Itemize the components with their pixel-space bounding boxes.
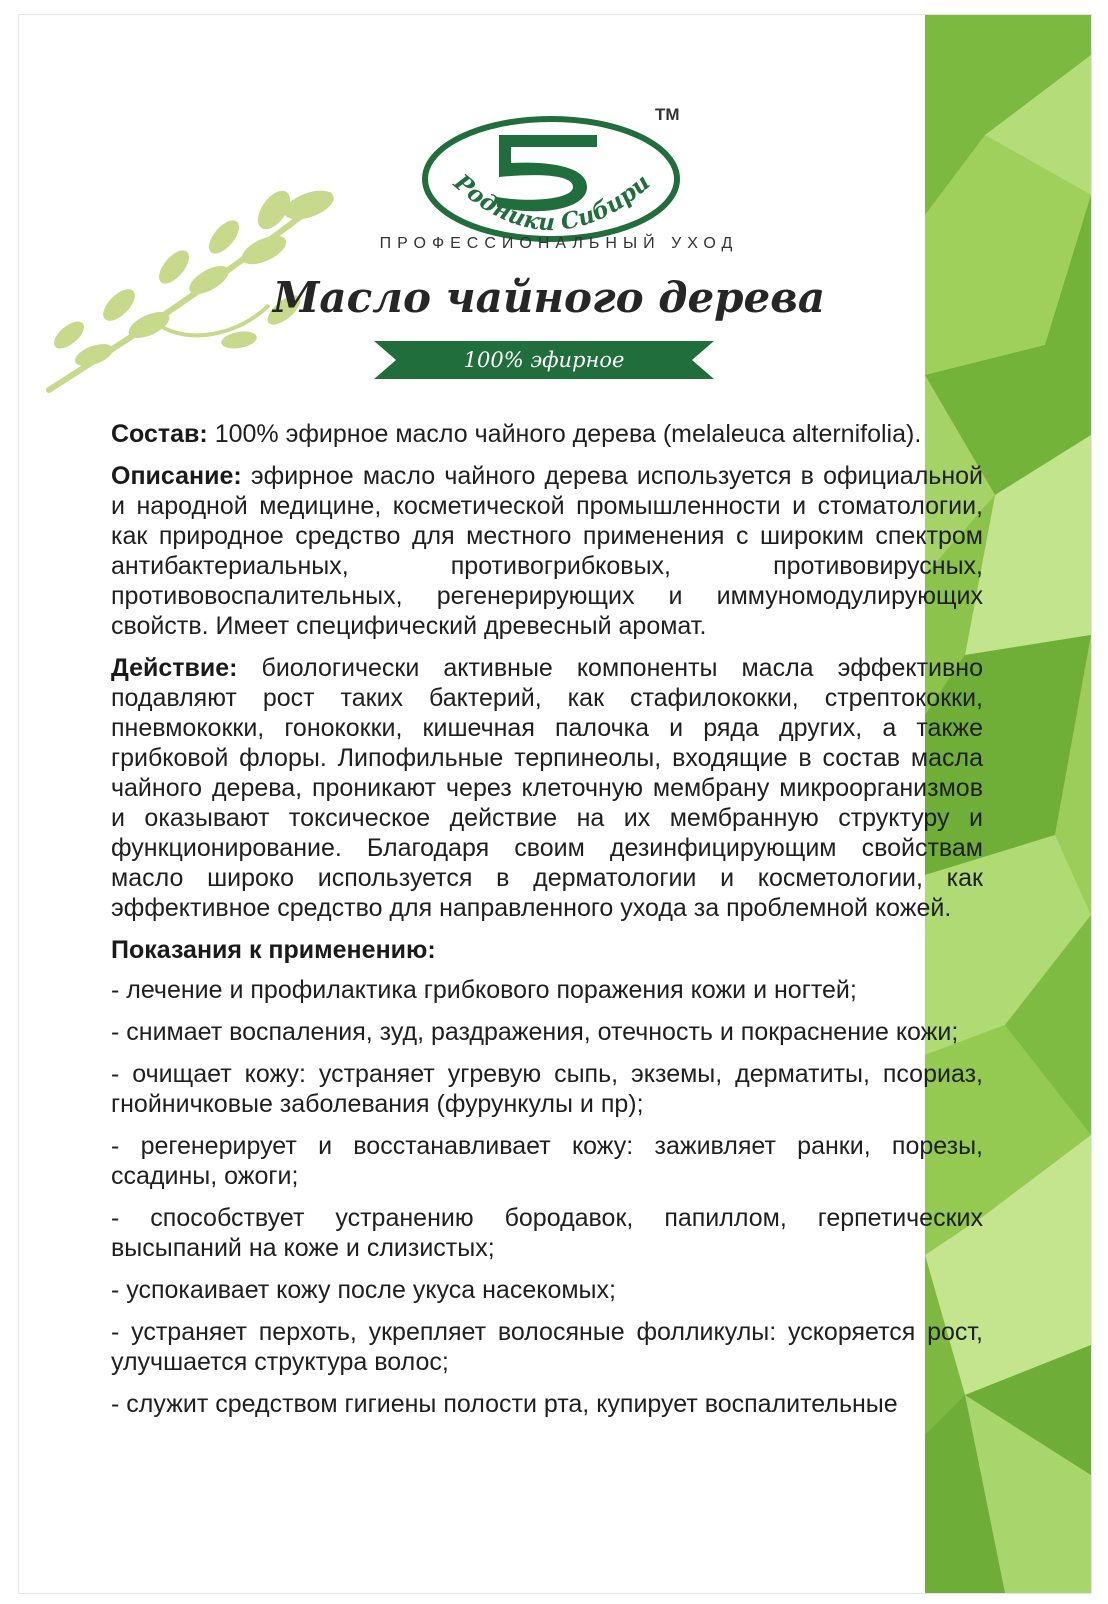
ribbon-label: 100% эфирное [463,348,625,372]
list-item: - лечение и профилактика грибкового поражения кожи и ногтей; [111,976,857,1004]
list-item: - успокаивает кожу после укуса насекомых; [111,1276,616,1304]
list-item: - регенерирует и восстанавливает кожу: заживляет ранки, порезы, ссадины, ожоги; [111,1132,983,1190]
list-item: - очищает кожу: устраняет угревую сыпь, экземы, дерматиты, псориаз, гнойничковые заболевания (фурункулы и пр); [111,1060,983,1118]
brand-name: Родники Сибири [448,168,656,237]
composition-label: Состав: [111,420,208,448]
description-label: Описание: [111,462,242,490]
description-paragraph [111,461,983,641]
product-title: Масло чайного дерева [272,273,826,322]
product-leaflet [18,14,1092,1594]
list-item: - снимает воспаления, зуд, раздражения, отечность и покраснение кожи; [111,1018,959,1046]
composition-text: 100% эфирное масло чайного дерева (melaleuca alternifolia). [207,420,922,448]
list-item: - способствует устранению бородавок, папиллом, герпетических высыпаний на коже и слизистых; [111,1204,983,1262]
indications-title: Показания к применению: [111,936,436,964]
action-label: Действие: [111,654,238,682]
action-paragraph [111,653,983,923]
trademark-mark: TM [655,105,680,124]
indications-list [111,975,983,1419]
action-text: биологически активные компоненты масла эффективно подавляют рост таких бактерий, как стафилококки, стрептококки, пневмококки, гонококки, кишечная палочка и ряда других, а также грибковой флоры. Липофильные терпинеолы, входящие в состав масла чайного дерева, проникают через клеточную мембрану микроорганизмов и оказывают токсическое действие на их мембранную структуру и функционирование. Благодаря своим дезинфицирующим свойствам масло широко используется в дерматологии и косметологии, как эффективное средство для направленного ухода за проблемной кожей. [111,654,983,922]
composition-paragraph [111,419,983,449]
subtitle: ПРОФЕССИОНАЛЬНЫЙ УХОД [379,235,739,252]
description-text: эфирное масло чайного дерева используется в официальной и народной медицине, косметической промышленности и стоматологии, как природное средство для местного применения с широким спектром антибактериальных, противогрибковых, противовирусных, противовоспалительных, регенерирующих и иммуномодулирующих свойств. Имеет специфический древесный аромат. [111,462,983,640]
leaflet-content [111,419,983,1431]
list-item: - служит средством гигиены полости рта, купирует воспалительные [111,1390,898,1418]
list-item: - устраняет перхоть, укрепляет волосяные фолликулы: ускоряется рост, улучшается структура волос; [111,1318,983,1376]
